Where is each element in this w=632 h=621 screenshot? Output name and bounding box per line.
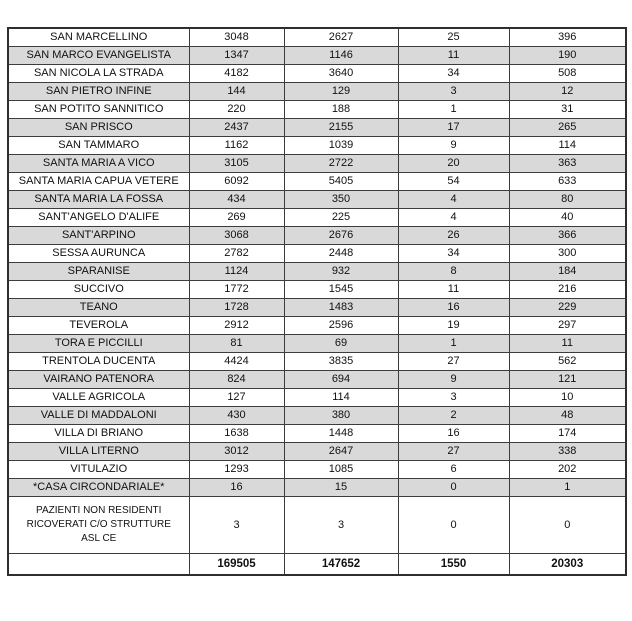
value-cell-col3: 8 — [398, 263, 509, 281]
municipality-name-cell — [8, 554, 189, 576]
value-cell-col2: 188 — [284, 101, 398, 119]
municipality-name-cell: SANT'ANGELO D'ALIFE — [8, 209, 189, 227]
table-row — [8, 227, 626, 245]
value-cell-col4: 80 — [509, 191, 626, 209]
value-cell-col1: 1124 — [189, 263, 284, 281]
value-cell-col1: 3068 — [189, 227, 284, 245]
value-cell-col2: 1085 — [284, 461, 398, 479]
table-row — [8, 371, 626, 389]
value-cell-col2: 129 — [284, 83, 398, 101]
value-cell-col1: 169505 — [189, 554, 284, 576]
municipality-name-cell: SAN NICOLA LA STRADA — [8, 65, 189, 83]
value-cell-col1: 269 — [189, 209, 284, 227]
municipality-name-cell: SAN PRISCO — [8, 119, 189, 137]
value-cell-col4: 11 — [509, 335, 626, 353]
value-cell-col3: 20 — [398, 155, 509, 173]
value-cell-col1: 1347 — [189, 47, 284, 65]
municipality-statistics-table — [7, 27, 627, 576]
value-cell-col3: 4 — [398, 209, 509, 227]
value-cell-col4: 633 — [509, 173, 626, 191]
table-row — [8, 155, 626, 173]
value-cell-col4: 40 — [509, 209, 626, 227]
municipality-name-cell: SAN PIETRO INFINE — [8, 83, 189, 101]
value-cell-col4: 363 — [509, 155, 626, 173]
value-cell-col1: 430 — [189, 407, 284, 425]
value-cell-col2: 350 — [284, 191, 398, 209]
value-cell-col4: 48 — [509, 407, 626, 425]
table-row — [8, 317, 626, 335]
municipality-name-cell: PAZIENTI NON RESIDENTI RICOVERATI C/O STRUTTURE ASL CE — [8, 497, 189, 554]
value-cell-col1: 1638 — [189, 425, 284, 443]
municipality-name-cell: SANTA MARIA A VICO — [8, 155, 189, 173]
value-cell-col3: 6 — [398, 461, 509, 479]
value-cell-col2: 380 — [284, 407, 398, 425]
value-cell-col4: 508 — [509, 65, 626, 83]
table-row — [8, 47, 626, 65]
value-cell-col4: 174 — [509, 425, 626, 443]
value-cell-col4: 366 — [509, 227, 626, 245]
value-cell-col1: 1728 — [189, 299, 284, 317]
value-cell-col2: 3 — [284, 497, 398, 554]
value-cell-col2: 1483 — [284, 299, 398, 317]
value-cell-col3: 1550 — [398, 554, 509, 576]
value-cell-col2: 69 — [284, 335, 398, 353]
totals-row — [8, 554, 626, 576]
value-cell-col4: 12 — [509, 83, 626, 101]
value-cell-col3: 3 — [398, 389, 509, 407]
table-row — [8, 245, 626, 263]
value-cell-col2: 3640 — [284, 65, 398, 83]
value-cell-col1: 3012 — [189, 443, 284, 461]
value-cell-col4: 338 — [509, 443, 626, 461]
value-cell-col4: 20303 — [509, 554, 626, 576]
value-cell-col3: 27 — [398, 443, 509, 461]
value-cell-col3: 1 — [398, 101, 509, 119]
value-cell-col1: 2782 — [189, 245, 284, 263]
value-cell-col2: 1146 — [284, 47, 398, 65]
value-cell-col2: 2448 — [284, 245, 398, 263]
value-cell-col2: 1039 — [284, 137, 398, 155]
value-cell-col3: 34 — [398, 245, 509, 263]
table-row — [8, 28, 626, 47]
municipality-name-cell: VALLE AGRICOLA — [8, 389, 189, 407]
municipality-name-cell: SPARANISE — [8, 263, 189, 281]
value-cell-col3: 17 — [398, 119, 509, 137]
value-cell-col2: 2647 — [284, 443, 398, 461]
value-cell-col1: 1293 — [189, 461, 284, 479]
value-cell-col3: 19 — [398, 317, 509, 335]
value-cell-col1: 4424 — [189, 353, 284, 371]
table-row — [8, 173, 626, 191]
municipality-name-cell: SAN MARCO EVANGELISTA — [8, 47, 189, 65]
value-cell-col2: 2722 — [284, 155, 398, 173]
value-cell-col3: 25 — [398, 28, 509, 47]
value-cell-col4: 396 — [509, 28, 626, 47]
value-cell-col2: 2676 — [284, 227, 398, 245]
value-cell-col2: 147652 — [284, 554, 398, 576]
table-body — [8, 28, 626, 575]
municipality-name-cell: VALLE DI MADDALONI — [8, 407, 189, 425]
municipality-name-cell: SAN MARCELLINO — [8, 28, 189, 47]
table-row — [8, 425, 626, 443]
table-row — [8, 443, 626, 461]
municipality-name-cell: VILLA LITERNO — [8, 443, 189, 461]
value-cell-col3: 16 — [398, 425, 509, 443]
value-cell-col3: 3 — [398, 83, 509, 101]
municipality-name-cell: SANT'ARPINO — [8, 227, 189, 245]
value-cell-col1: 144 — [189, 83, 284, 101]
value-cell-col2: 1448 — [284, 425, 398, 443]
value-cell-col1: 3 — [189, 497, 284, 554]
municipality-name-cell: TEANO — [8, 299, 189, 317]
table-row — [8, 479, 626, 497]
table-row — [8, 83, 626, 101]
value-cell-col4: 216 — [509, 281, 626, 299]
value-cell-col3: 4 — [398, 191, 509, 209]
value-cell-col2: 3835 — [284, 353, 398, 371]
municipality-name-cell: SESSA AURUNCA — [8, 245, 189, 263]
value-cell-col2: 5405 — [284, 173, 398, 191]
municipality-name-cell: SUCCIVO — [8, 281, 189, 299]
table-row — [8, 209, 626, 227]
table-row — [8, 281, 626, 299]
value-cell-col4: 1 — [509, 479, 626, 497]
table-row — [8, 461, 626, 479]
value-cell-col2: 694 — [284, 371, 398, 389]
value-cell-col4: 300 — [509, 245, 626, 263]
value-cell-col4: 121 — [509, 371, 626, 389]
value-cell-col2: 1545 — [284, 281, 398, 299]
table-row — [8, 299, 626, 317]
municipality-name-cell: VITULAZIO — [8, 461, 189, 479]
value-cell-col2: 2596 — [284, 317, 398, 335]
value-cell-col3: 9 — [398, 137, 509, 155]
municipality-name-cell: TRENTOLA DUCENTA — [8, 353, 189, 371]
value-cell-col3: 1 — [398, 335, 509, 353]
value-cell-col4: 190 — [509, 47, 626, 65]
value-cell-col4: 31 — [509, 101, 626, 119]
value-cell-col2: 2627 — [284, 28, 398, 47]
municipality-name-cell: SANTA MARIA CAPUA VETERE — [8, 173, 189, 191]
table-row — [8, 263, 626, 281]
value-cell-col3: 27 — [398, 353, 509, 371]
value-cell-col1: 434 — [189, 191, 284, 209]
value-cell-col3: 26 — [398, 227, 509, 245]
value-cell-col4: 202 — [509, 461, 626, 479]
value-cell-col1: 6092 — [189, 173, 284, 191]
municipality-name-cell: VILLA DI BRIANO — [8, 425, 189, 443]
value-cell-col1: 2437 — [189, 119, 284, 137]
value-cell-col3: 34 — [398, 65, 509, 83]
value-cell-col1: 3048 — [189, 28, 284, 47]
table-row — [8, 101, 626, 119]
value-cell-col4: 229 — [509, 299, 626, 317]
table-row — [8, 497, 626, 554]
table-row — [8, 335, 626, 353]
municipality-name-cell: *CASA CIRCONDARIALE* — [8, 479, 189, 497]
value-cell-col1: 4182 — [189, 65, 284, 83]
value-cell-col4: 10 — [509, 389, 626, 407]
value-cell-col1: 824 — [189, 371, 284, 389]
table-row — [8, 65, 626, 83]
value-cell-col2: 932 — [284, 263, 398, 281]
value-cell-col1: 127 — [189, 389, 284, 407]
value-cell-col3: 0 — [398, 497, 509, 554]
municipality-name-cell: TORA E PICCILLI — [8, 335, 189, 353]
value-cell-col2: 15 — [284, 479, 398, 497]
municipality-name-cell: VAIRANO PATENORA — [8, 371, 189, 389]
value-cell-col3: 16 — [398, 299, 509, 317]
municipality-name-cell: TEVEROLA — [8, 317, 189, 335]
value-cell-col3: 2 — [398, 407, 509, 425]
value-cell-col2: 114 — [284, 389, 398, 407]
table-row — [8, 353, 626, 371]
table-row — [8, 389, 626, 407]
value-cell-col3: 54 — [398, 173, 509, 191]
value-cell-col4: 562 — [509, 353, 626, 371]
value-cell-col1: 81 — [189, 335, 284, 353]
value-cell-col4: 297 — [509, 317, 626, 335]
municipality-name-cell: SANTA MARIA LA FOSSA — [8, 191, 189, 209]
value-cell-col2: 2155 — [284, 119, 398, 137]
table-row — [8, 137, 626, 155]
municipality-name-cell: SAN TAMMARO — [8, 137, 189, 155]
value-cell-col1: 2912 — [189, 317, 284, 335]
value-cell-col1: 3105 — [189, 155, 284, 173]
value-cell-col4: 265 — [509, 119, 626, 137]
value-cell-col3: 9 — [398, 371, 509, 389]
value-cell-col1: 16 — [189, 479, 284, 497]
value-cell-col3: 11 — [398, 281, 509, 299]
value-cell-col1: 220 — [189, 101, 284, 119]
value-cell-col3: 0 — [398, 479, 509, 497]
value-cell-col3: 11 — [398, 47, 509, 65]
table-row — [8, 191, 626, 209]
table-row — [8, 119, 626, 137]
value-cell-col4: 184 — [509, 263, 626, 281]
value-cell-col2: 225 — [284, 209, 398, 227]
value-cell-col4: 0 — [509, 497, 626, 554]
value-cell-col1: 1162 — [189, 137, 284, 155]
table-row — [8, 407, 626, 425]
value-cell-col4: 114 — [509, 137, 626, 155]
municipality-name-cell: SAN POTITO SANNITICO — [8, 101, 189, 119]
value-cell-col1: 1772 — [189, 281, 284, 299]
